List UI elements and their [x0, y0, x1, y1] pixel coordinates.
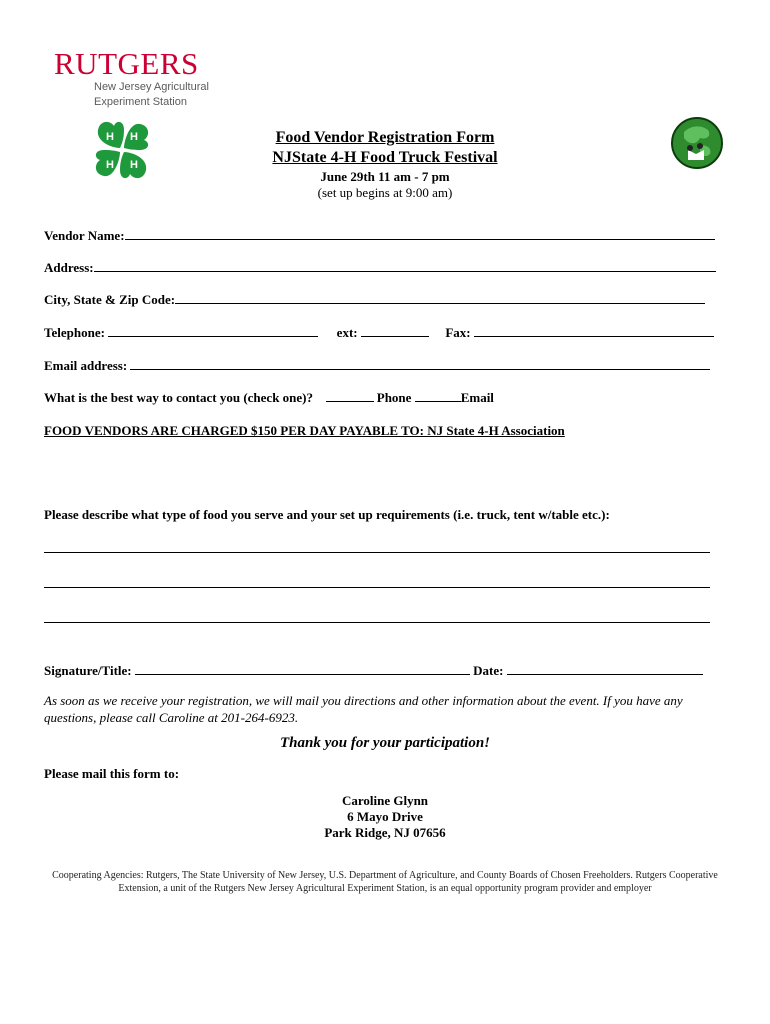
signature-field[interactable] [135, 663, 470, 675]
contact-preference-row [44, 390, 494, 406]
vendor-name-field[interactable] [125, 228, 715, 240]
description-line-3[interactable] [44, 622, 710, 623]
fee-notice: FOOD VENDORS ARE CHARGED $150 PER DAY PAYABLE TO: NJ State 4-H Association [44, 423, 565, 438]
fax-field[interactable] [474, 325, 714, 337]
date-field[interactable] [507, 663, 703, 675]
mail-address-city: Park Ridge, NJ 07656 [324, 825, 446, 840]
contact-email-label: Email [460, 390, 494, 405]
footer-line-1: Cooperating Agencies: Rutgers, The State University of New Jersey, U.S. Department of Agriculture, and County Boards of Chosen Freeholders. Rutgers Cooperative [52, 870, 718, 881]
address-field[interactable] [94, 260, 716, 272]
contact-phone-checkbox[interactable] [326, 390, 374, 402]
form-title: Food Vendor Registration Form [275, 129, 495, 146]
mail-label: Please mail this form to: [44, 766, 180, 781]
footer [40, 869, 730, 895]
mail-address-street: 6 Mayo Drive [347, 809, 423, 824]
date-label: Date: [473, 663, 504, 678]
event-name: NJState 4-H Food Truck Festival [272, 149, 498, 166]
city-state-zip-field[interactable] [175, 292, 705, 304]
city-state-zip-label: City, State & Zip Code: [44, 292, 176, 307]
email-label: Email address: [44, 358, 128, 373]
setup-time: (set up begins at 9:00 am) [317, 185, 453, 200]
mail-address-name: Caroline Glynn [341, 793, 429, 808]
rutgers-subtitle-line1: New Jersey Agricultural [94, 81, 209, 93]
mail-address [0, 793, 770, 841]
svg-text:H: H [106, 131, 114, 143]
ext-label: ext: [336, 325, 358, 340]
signature-row [44, 663, 703, 679]
contact-question: What is the best way to contact you (check one)? [44, 390, 314, 405]
svg-text:H: H [106, 159, 114, 171]
registration-note: As soon as we receive your registration, we will mail you directions and other information about the event. If you have any questions, please call Caroline at 201-264-6923. [44, 693, 683, 725]
rutgers-logo [54, 48, 209, 109]
svg-text:H: H [130, 159, 138, 171]
ext-field[interactable] [361, 325, 429, 337]
city-state-zip-row [44, 292, 705, 308]
telephone-label: Telephone: [44, 325, 105, 340]
address-label: Address: [44, 260, 94, 275]
email-row [44, 358, 710, 374]
event-date-time: June 29th 11 am - 7 pm [320, 169, 450, 184]
signature-label: Signature/Title: [44, 663, 132, 678]
address-row [44, 260, 716, 276]
footer-line-2: Extension, a unit of the Rutgers New Jersey Agricultural Experiment Station, is an equal opportunity program provider and employer [118, 883, 652, 894]
thank-you: Thank you for your participation! [279, 735, 491, 751]
rutgers-wordmark: RUTGERS [54, 46, 199, 81]
vendor-name-row [44, 228, 715, 244]
email-field[interactable] [130, 358, 710, 370]
vendor-name-label: Vendor Name: [44, 228, 125, 243]
title-block [0, 128, 770, 201]
describe-prompt: Please describe what type of food you serve and your set up requirements (i.e. truck, tent w/table etc.): [44, 507, 610, 522]
phone-row [44, 325, 714, 341]
svg-text:H: H [130, 131, 138, 143]
fax-label: Fax: [445, 325, 471, 340]
contact-email-checkbox[interactable] [415, 390, 461, 402]
rutgers-subtitle-line2: Experiment Station [94, 96, 187, 108]
contact-phone-label: Phone [376, 390, 412, 405]
telephone-field[interactable] [108, 325, 318, 337]
description-line-2[interactable] [44, 587, 710, 588]
description-line-1[interactable] [44, 552, 710, 553]
